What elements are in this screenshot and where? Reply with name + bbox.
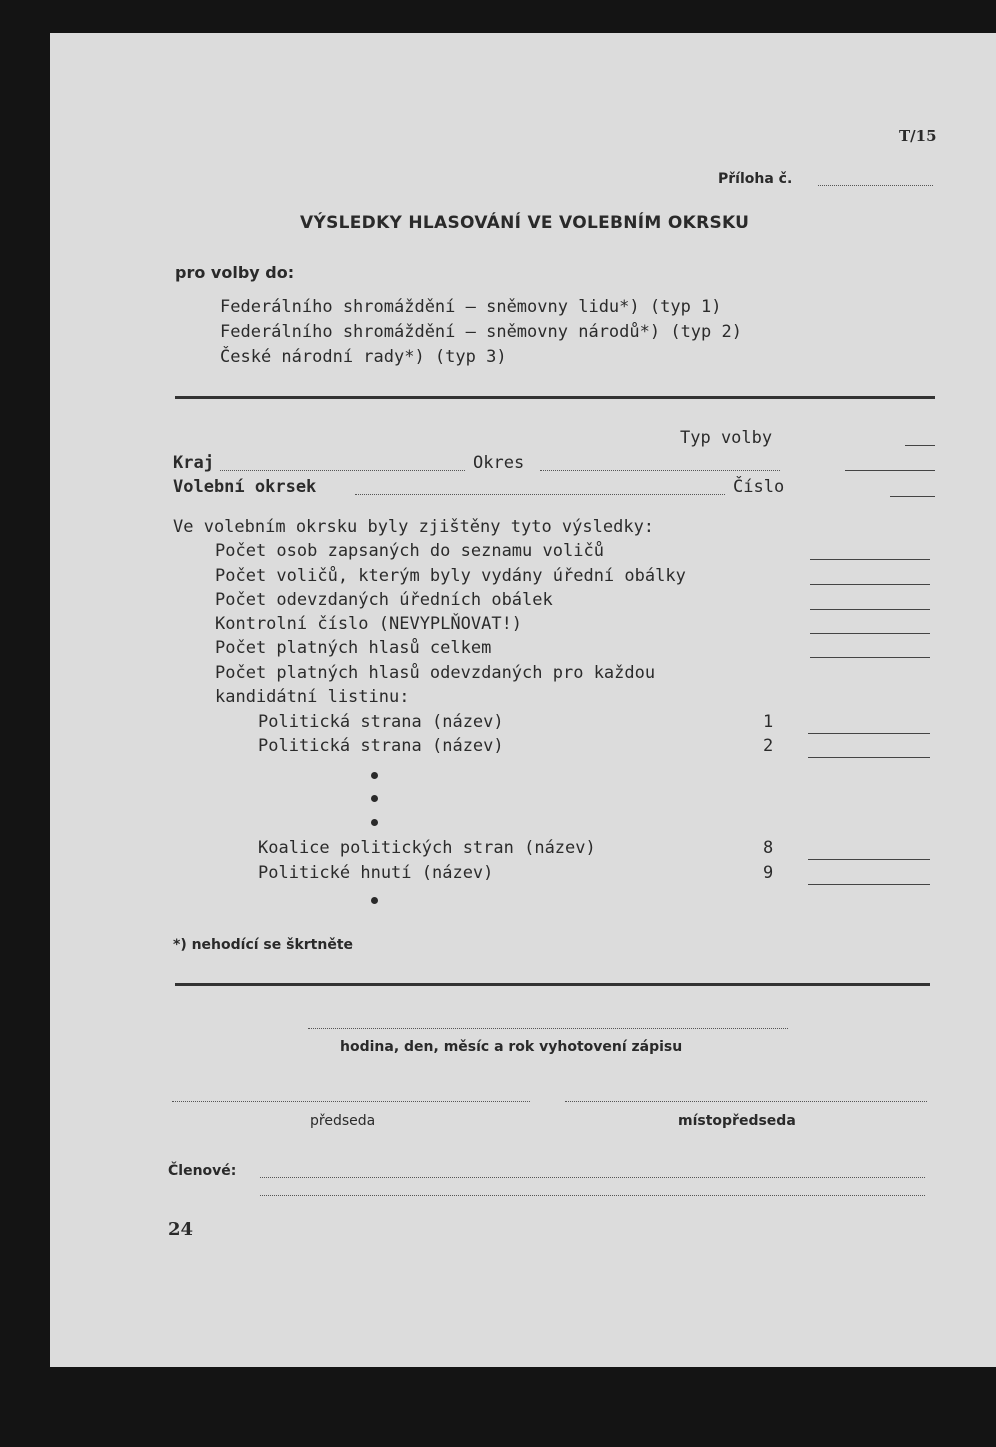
result-item-6: Počet platných hlasů odevzdaných pro každou bbox=[215, 663, 656, 683]
mistopredseda-label: místopředseda bbox=[678, 1113, 796, 1129]
result-item-7: kandidátní listinu: bbox=[215, 687, 410, 707]
election-option-1: Federálního shromáždění — sněmovny lidu*) (typ 1) bbox=[220, 297, 722, 317]
party-label-8: Koalice politických stran (název) bbox=[258, 838, 596, 858]
predseda-signature-field[interactable] bbox=[172, 1101, 530, 1102]
kraj-field[interactable] bbox=[220, 470, 465, 471]
priloha-field[interactable] bbox=[818, 185, 933, 186]
result-item-3: Počet odevzdaných úředních obálek bbox=[215, 590, 553, 610]
election-option-2: Federálního shromáždění — sněmovny národů*) (typ 2) bbox=[220, 322, 742, 342]
section-divider-2 bbox=[175, 983, 930, 986]
result-item-4: Kontrolní číslo (NEVYPLŇOVAT!) bbox=[215, 614, 523, 634]
election-option-3: České národní rady*) (typ 3) bbox=[220, 347, 507, 367]
mistopredseda-signature-field[interactable] bbox=[565, 1101, 927, 1102]
okres-field[interactable] bbox=[540, 470, 780, 471]
cislo-field[interactable] bbox=[890, 496, 935, 497]
results-heading: Ve volebním okrsku byly zjištěny tyto výsledky: bbox=[173, 517, 655, 537]
cislo-label: Číslo bbox=[733, 477, 785, 497]
kraj-label: Kraj bbox=[173, 453, 214, 473]
clenove-field-2[interactable] bbox=[260, 1195, 925, 1196]
ellipsis-bullet-1 bbox=[371, 772, 378, 779]
ellipsis-bullet-2 bbox=[371, 795, 378, 802]
predseda-label: předseda bbox=[310, 1113, 376, 1129]
clenove-field-1[interactable] bbox=[260, 1177, 925, 1178]
form-page bbox=[50, 33, 996, 1367]
result-field-3[interactable] bbox=[810, 609, 930, 610]
party-num-8: 8 bbox=[763, 838, 774, 858]
result-item-5: Počet platných hlasů celkem bbox=[215, 638, 492, 658]
datetime-label: hodina, den, měsíc a rok vyhotovení zápisu bbox=[340, 1039, 683, 1055]
party-field-9[interactable] bbox=[808, 884, 930, 885]
okres-code-field[interactable] bbox=[845, 470, 935, 471]
page-number: 24 bbox=[168, 1219, 194, 1240]
party-field-1[interactable] bbox=[808, 733, 930, 734]
ellipsis-bullet-3 bbox=[371, 819, 378, 826]
result-field-4[interactable] bbox=[810, 633, 930, 634]
party-label-9: Politické hnutí (název) bbox=[258, 863, 494, 883]
okres-label: Okres bbox=[473, 453, 525, 473]
typ-volby-label: Typ volby bbox=[680, 428, 773, 448]
pro-volby-label: pro volby do: bbox=[175, 263, 295, 282]
party-label-2: Politická strana (název) bbox=[258, 736, 504, 756]
datetime-field[interactable] bbox=[308, 1028, 788, 1029]
party-num-9: 9 bbox=[763, 863, 774, 883]
result-field-5[interactable] bbox=[810, 657, 930, 658]
form-code: T/15 bbox=[899, 127, 937, 145]
typ-volby-field[interactable] bbox=[905, 445, 935, 446]
result-item-1: Počet osob zapsaných do seznamu voličů bbox=[215, 541, 604, 561]
party-field-2[interactable] bbox=[808, 757, 930, 758]
priloha-label: Příloha č. bbox=[718, 171, 793, 187]
result-field-1[interactable] bbox=[810, 559, 930, 560]
party-label-1: Politická strana (název) bbox=[258, 712, 504, 732]
section-divider bbox=[175, 396, 935, 399]
ellipsis-bullet-4 bbox=[371, 897, 378, 904]
party-num-2: 2 bbox=[763, 736, 774, 756]
result-item-2: Počet voličů, kterým byly vydány úřední obálky bbox=[215, 566, 686, 586]
volebni-okrsek-field[interactable] bbox=[355, 494, 725, 495]
volebni-okrsek-label: Volební okrsek bbox=[173, 477, 317, 497]
clenove-label: Členové: bbox=[168, 1163, 237, 1179]
party-num-1: 1 bbox=[763, 712, 774, 732]
form-title: VÝSLEDKY HLASOVÁNÍ VE VOLEBNÍM OKRSKU bbox=[300, 213, 750, 233]
party-field-8[interactable] bbox=[808, 859, 930, 860]
footnote: *) nehodící se škrtněte bbox=[173, 937, 354, 953]
result-field-2[interactable] bbox=[810, 584, 930, 585]
